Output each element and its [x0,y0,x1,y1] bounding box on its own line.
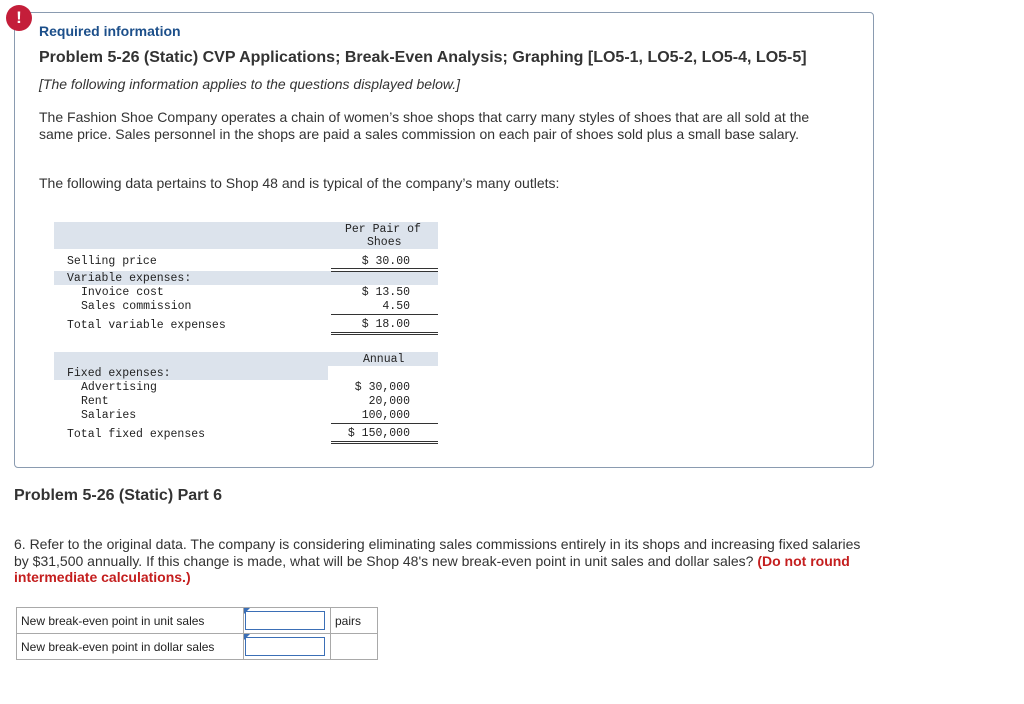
alert-icon: ! [6,5,32,31]
dollar-sales-input[interactable] [245,637,325,656]
row-salaries-value: 100,000 [361,409,410,422]
row-variable-expenses-label: Variable expenses: [67,272,192,285]
input-flag-icon [244,634,250,640]
row-sales-commission-value: 4.50 [382,300,410,313]
row-total-fixed-value: $ 150,000 [347,427,410,440]
per-pair-header-1: Per Pair of [345,223,421,236]
row-selling-price-value: $ 30.00 [361,255,410,268]
intro-paragraph: The Fashion Shoe Company operates a chain of women’s shoe shops that carry many styles of shoes that are all sold at the same price. Sales personnel in the shops are paid a sales commission on each pair of shoes sold plus a small base salary. [39,109,810,142]
row-invoice-cost-label: Invoice cost [81,286,164,299]
annual-header: Annual [363,353,405,366]
row-rent-value: 20,000 [368,395,410,408]
row-total-variable-value: $ 18.00 [361,318,410,331]
answer-label-dollar-sales: New break-even point in dollar sales [17,634,244,660]
question-emphasis: (Do not round intermediate calculations.) [14,552,850,585]
unit-sales-input[interactable] [245,611,325,630]
row-invoice-cost-value: $ 13.50 [361,286,410,299]
row-advertising-value: $ 30,000 [354,381,410,394]
answer-unit-dollar [331,634,378,660]
row-rent-label: Rent [81,395,109,408]
row-total-variable-label: Total variable expenses [67,319,226,332]
answer-table [16,607,378,660]
answer-row-unit-sales [17,608,378,634]
row-total-fixed-label: Total fixed expenses [67,428,206,441]
question-text [14,536,864,586]
question-body: 6. Refer to the original data. The company is considering eliminating sales commissions entirely in its shops and increasing fixed salaries by $31,500 annually. If this change is made, what will be Shop 48's new break-even point in unit sales and dollar sales? [14,536,861,569]
per-pair-header-2: Shoes [367,236,402,249]
answer-row-dollar-sales [17,634,378,660]
row-selling-price-label: Selling price [67,255,157,268]
info-note: [The following information applies to the questions displayed below.] [39,76,461,92]
input-flag-icon [244,608,250,614]
row-sales-commission-label: Sales commission [81,300,192,313]
data-intro: The following data pertains to Shop 48 and is typical of the company’s many outlets: [39,175,560,191]
required-info-label: Required information [39,23,181,39]
row-advertising-label: Advertising [81,381,157,394]
row-salaries-label: Salaries [81,409,137,422]
answer-label-unit-sales: New break-even point in unit sales [17,608,244,634]
row-fixed-expenses-label: Fixed expenses: [67,367,171,380]
problem-title: Problem 5-26 (Static) CVP Applications; Break-Even Analysis; Graphing [LO5-1, LO5-2, LO5-4, LO5-5] [39,49,807,66]
part-title: Problem 5-26 (Static) Part 6 [14,487,223,504]
answer-unit-pairs: pairs [331,608,378,634]
